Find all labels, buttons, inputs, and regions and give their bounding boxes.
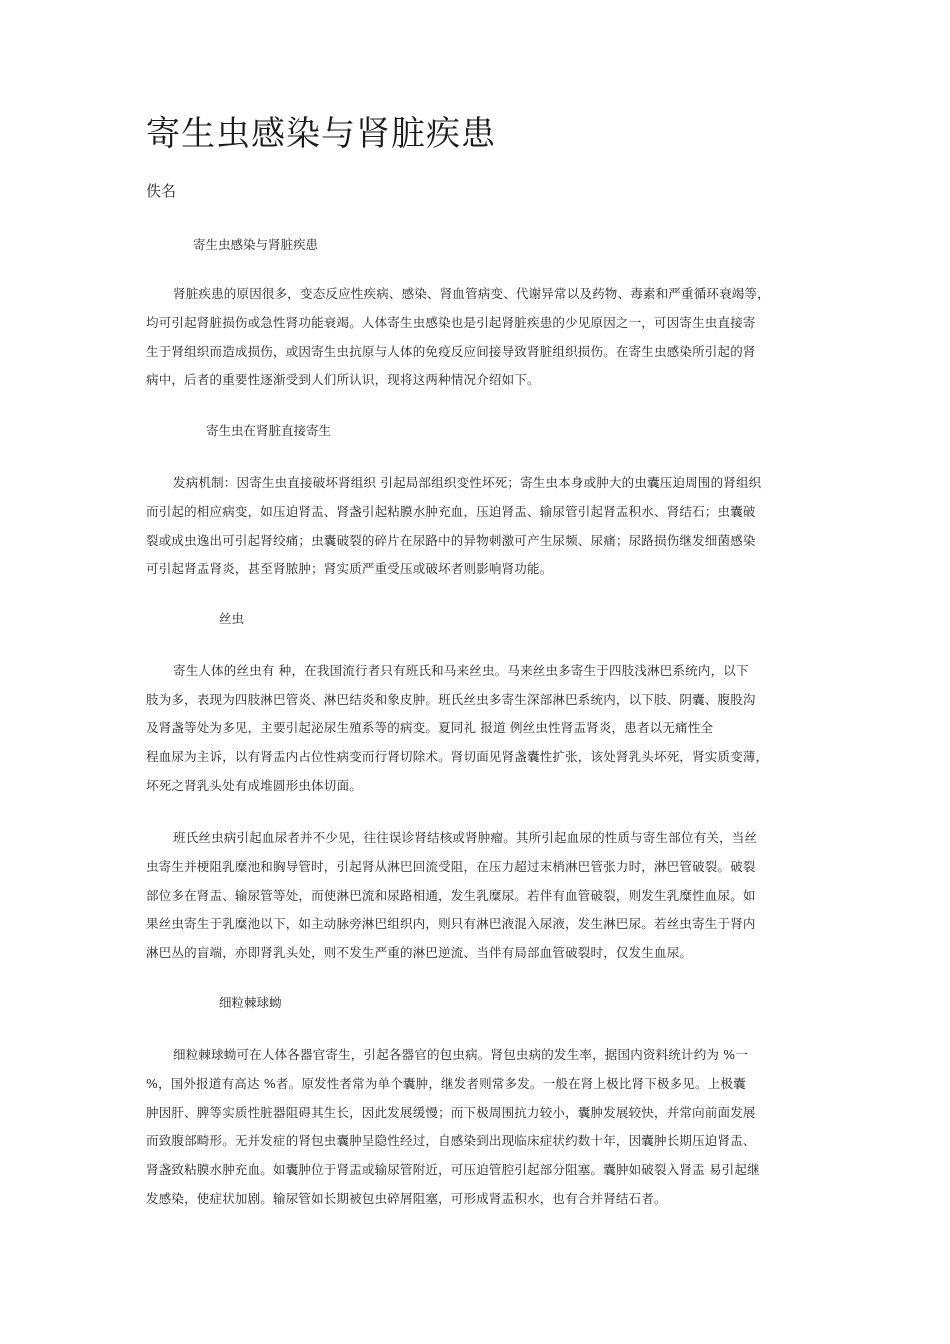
- intro-line: 生于肾组织而造成损伤，或因寄生虫抗原与人体的免疫反应间接导致肾脏组织损伤。在寄生虫感染所引起的肾: [146, 344, 756, 359]
- echinococcus-line: 肾盏致粘膜水肿充血。如囊肿位于肾盂或输尿管附近，可压迫管腔引起部分阻塞。囊肿如破裂入肾盂 易引起继: [146, 1162, 760, 1177]
- document-title: 寄生虫感染与肾脏疾患: [146, 114, 496, 154]
- filaria-p1-line: 寄生人体的丝虫有 种，在我国流行者只有班氏和马来丝虫。马来丝虫多寄生于四肢浅淋巴系统内，以下: [173, 663, 749, 678]
- filaria-p1-line: 程血尿为主诉，以有肾盂内占位性病变而行肾切除术。肾切面见肾盏囊性扩张，该处肾乳头坏死，肾实质变薄，: [146, 749, 769, 764]
- echinococcus-heading: 细粒棘球蚴: [219, 995, 282, 1010]
- echinococcus-line: 细粒棘球蚴可在人体各器官寄生，引起各器官的包虫病。肾包虫病的发生率，据国内资料统计约为 %一: [173, 1047, 749, 1062]
- document-author: 佚名: [146, 182, 177, 200]
- echinococcus-line: 而致腹部畸形。无并发症的肾包虫囊肿呈隐性经过，自感染到出现临床症状约数十年，因囊肿长期压迫肾盂、: [146, 1133, 756, 1148]
- filaria-p1-line: 及肾盏等处为多见，主要引起泌尿生殖系等的病变。夏同礼 报道 例丝虫性肾盂肾炎，患者以无痛性全: [146, 720, 714, 735]
- direct-line: 可引起肾盂肾炎，甚至肾脓肿；肾实质严重受压或破坏者则影响肾功能。: [146, 561, 553, 576]
- filaria-p2-line: 部位多在肾盂、输尿管等处，而使淋巴流和尿路相通，发生乳糜尿。若伴有血管破裂，则发生乳糜性血尿。如: [146, 888, 756, 903]
- filaria-p2-line: 虫寄生并梗阻乳糜池和胸导管时，引起肾从淋巴回流受阻，在压力超过末梢淋巴管张力时，淋巴管破裂。破裂: [146, 859, 756, 874]
- filaria-p1-line: 坏死之肾乳头处有成堆圆形虫体切面。: [146, 778, 362, 793]
- filaria-heading: 丝虫: [219, 611, 245, 626]
- filaria-p2-line: 班氏丝虫病引起血尿者并不少见，往往误诊肾结核或肾肿瘤。其所引起血尿的性质与寄生部位有关，当丝: [173, 830, 758, 845]
- direct-line: 而引起的相应病变，如压迫肾盂、肾盏引起粘膜水肿充血，压迫肾盂、输尿管引起肾盂积水、肾结石；虫囊破: [146, 504, 756, 519]
- echinococcus-line: 肿因肝、脾等实质性脏器阻碍其生长，因此发展缓慢；而下极周围抗力较小，囊肿发展较快，并常向前面发展: [146, 1105, 756, 1120]
- echinococcus-line: %，国外报道有高达 %者。原发性者常为单个囊肿，继发者则常多发。一般在肾上极比肾下极多见。上极囊: [146, 1076, 746, 1091]
- echinococcus-line: 发感染，使症状加剧。输尿管如长期被包虫碎屑阻塞，可形成肾盂积水，也有合并肾结石者。: [146, 1191, 667, 1206]
- intro-line: 均可引起肾脏损伤或急性肾功能衰竭。人体寄生虫感染也是引起肾脏疾患的少见原因之一，可因寄生虫直接寄: [146, 315, 756, 330]
- filaria-p2-line: 果丝虫寄生于乳糜池以下，如主动脉旁淋巴组织内，则只有淋巴液混入尿液，发生淋巴尿。若丝虫寄生于肾内: [146, 916, 756, 931]
- direct-parasitism-heading: 寄生虫在肾脏直接寄生: [206, 423, 332, 438]
- intro-line: 病中，后者的重要性逐渐受到人们所认识，现将这两种情况介绍如下。: [146, 372, 540, 387]
- intro-line: 肾脏疾患的原因很多，变态反应性疾病、感染、肾血管病变、代谢异常以及药物、毒素和严重循环衰竭等，: [173, 286, 770, 301]
- filaria-p1-line: 肢为多，表现为四肢淋巴管炎、淋巴结炎和象皮肿。班氏丝虫多寄生深部淋巴系统内，以下肢、阴囊、腹股沟: [146, 692, 756, 707]
- direct-line: 发病机制：因寄生虫直接破坏肾组织 引起局部组织变性坏死；寄生虫本身或肿大的虫囊压迫周围的肾组织: [173, 475, 762, 490]
- intro-heading: 寄生虫感染与肾脏疾患: [193, 237, 319, 252]
- direct-line: 裂或成虫逸出可引起肾绞痛；虫囊破裂的碎片在尿路中的异物刺激可产生尿频、尿痛；尿路损伤继发细菌感染: [146, 533, 756, 548]
- filaria-p2-line: 淋巴丛的盲端，亦即肾乳头处，则不发生严重的淋巴逆流、当伴有局部血管破裂时，仅发生血尿。: [146, 945, 693, 960]
